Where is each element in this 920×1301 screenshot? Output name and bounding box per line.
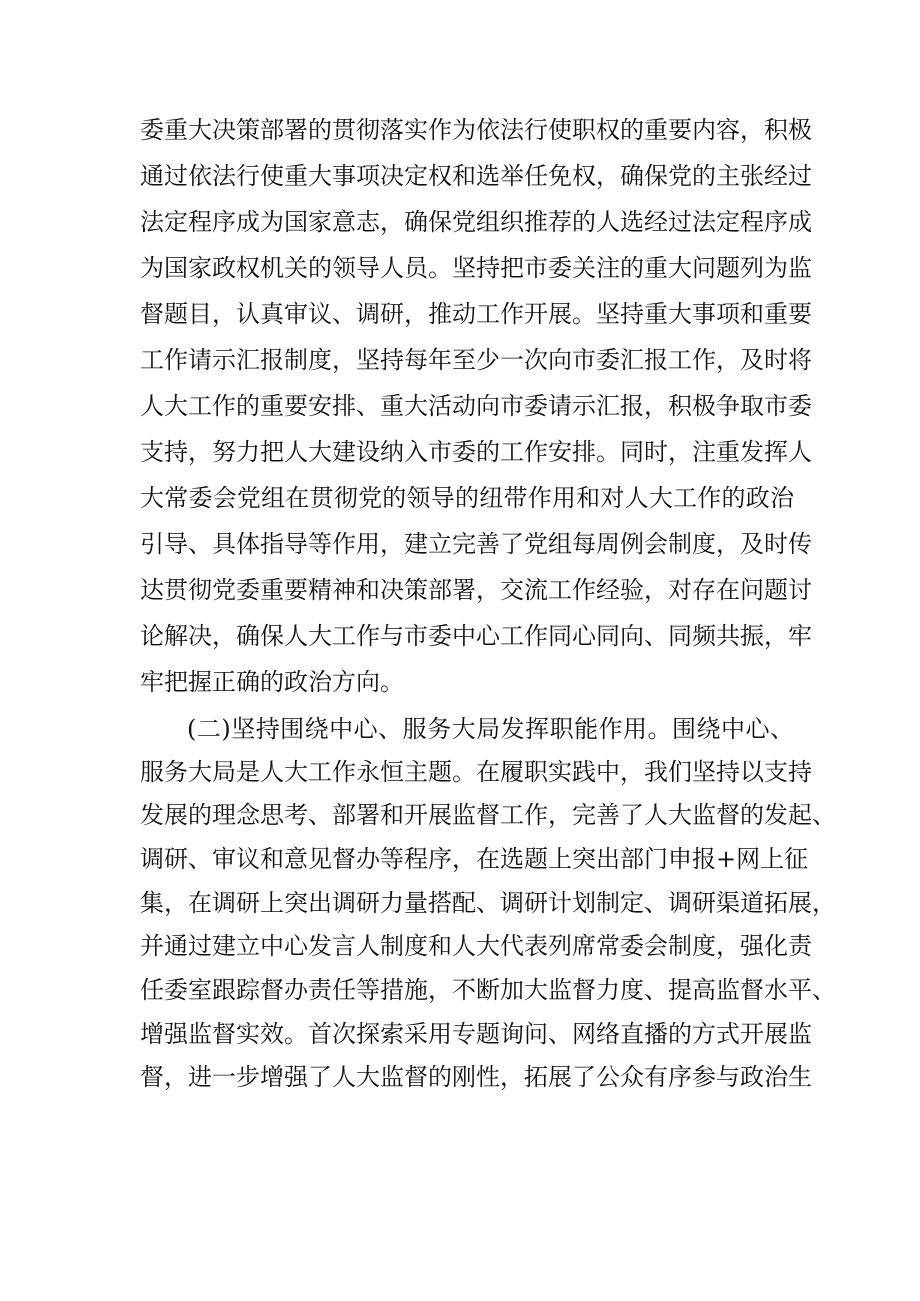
text-line: 法定程序成为国家意志，确保党组织推荐的人选经过法定程序成: [140, 208, 812, 236]
text-line: 调研、审议和意见督办等程序，在选题上突出部门申报+网上征: [140, 845, 809, 873]
text-line: 工作请示汇报制度，坚持每年至少一次向市委汇报工作，及时将: [140, 346, 812, 374]
text-line: 增强监督实效。首次探索采用专题询问、网络直播的方式开展监: [140, 1020, 812, 1048]
text-line: 集，在调研上突出调研力量搭配、调研计划制定、调研渠道拓展，: [140, 889, 836, 917]
text-line: 人大工作的重要安排、重大活动向市委请示汇报，积极争取市委: [140, 392, 812, 420]
text-line: 论解决，确保人大工作与市委中心工作同心同向、同频共振，牢: [140, 622, 812, 650]
text-line: 通过依法行使重大事项决定权和选举任免权，确保党的主张经过: [140, 162, 812, 190]
text-line: 为国家政权机关的领导人员。坚持把市委关注的重大问题列为监: [140, 254, 812, 282]
section-heading-line: (二)坚持围绕中心、服务大局发挥职能作用。围绕中心、: [187, 715, 794, 743]
text-line: 督，进一步增强了人大监督的刚性，拓展了公众有序参与政治生: [140, 1063, 812, 1091]
text-line: 督题目，认真审议、调研，推动工作开展。坚持重大事项和重要: [140, 300, 812, 328]
text-line: 任委室跟踪督办责任等措施，不断加大监督力度、提高监督水平、: [140, 976, 836, 1004]
text-line: 发展的理念思考、部署和开展监督工作，完善了人大监督的发起、: [140, 801, 836, 829]
text-line: 服务大局是人大工作永恒主题。在履职实践中，我们坚持以支持: [140, 758, 812, 786]
text-line: 大常委会党组在贯彻党的领导的纽带作用和对人大工作的政治: [140, 484, 794, 512]
text-line: 达贯彻党委重要精神和决策部署，交流工作经验，对存在问题讨: [140, 576, 812, 604]
text-line: 牢把握正确的政治方向。: [140, 668, 404, 696]
text-line: 支持，努力把人大建设纳入市委的工作安排。同时，注重发挥人: [140, 438, 812, 466]
text-line: 并通过建立中心发言人制度和人大代表列席常委会制度，强化责: [140, 932, 812, 960]
text-line: 引导、具体指导等作用，建立完善了党组每周例会制度，及时传: [140, 530, 812, 558]
text-line: 委重大决策部署的贯彻落实作为依法行使职权的重要内容，积极: [140, 116, 812, 144]
